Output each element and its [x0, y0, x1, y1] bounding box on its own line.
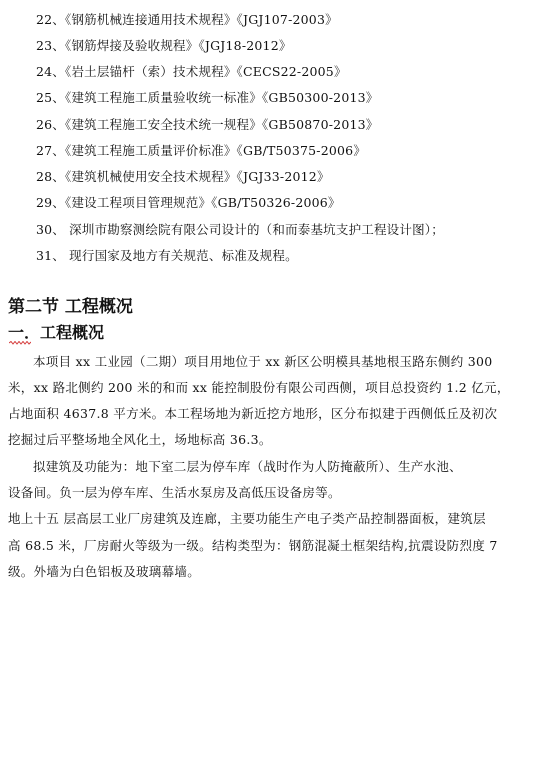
paragraph-line: 挖掘过后平整场地全风化土，场地标高 36.3。 [8, 432, 272, 447]
paragraph-line: 米，xx 路北侧约 200 米的和而 xx 能控制股份有限公司西侧，项目总投资约 1.2 亿元， [8, 380, 510, 395]
paragraph-line: 地上十五 层高层工业厂房建筑及连廊，主要功能生产电子类产品控制器面板，建筑层 [8, 511, 486, 526]
spellcheck-underline [9, 341, 31, 345]
paragraph-line: 级。外墙为白色铝板及玻璃幕墙。 [8, 564, 201, 579]
reference-item: 29、《建设工程项目管理规范》《GB/T50326-2006》 [36, 195, 341, 210]
reference-item: 30、 深圳市勘察测绘院有限公司设计的（和而泰基坑支护工程设计图）； [36, 222, 444, 237]
reference-item: 27、《建筑工程施工质量评价标准》《GB/T50375-2006》 [36, 143, 367, 158]
paragraph-line: 占地面积 4637.8 平方米。本工程场地为新近挖方地形，区分布拟建于西侧低丘及初次 [8, 406, 498, 421]
reference-item: 25、《建筑工程施工质量验收统一标准》《GB50300-2013》 [36, 90, 379, 105]
reference-item: 31、 现行国家及地方有关规范、标准及规程。 [36, 248, 298, 263]
paragraph-line: 高 68.5 米，厂房耐火等级为一级。结构类型为：钢筋混凝土框架结构,抗震设防烈度 7 [8, 538, 498, 553]
paragraph-line: 本项目 xx 工业园（二期）项目用地位于 xx 新区公明模具基地根玉路东侧约 300 [33, 354, 493, 369]
reference-item: 23、《钢筋焊接及验收规程》《JGJ18-2012》 [36, 38, 292, 53]
reference-item: 24、《岩土层锚杆（索）技术规程》《CECS22-2005》 [36, 64, 347, 79]
paragraph-line: 设备间。负一层为停车库、生活水泵房及高低压设备房等。 [8, 485, 341, 500]
reference-item: 22、《钢筋机械连接通用技术规程》《JGJ107-2003》 [36, 12, 338, 27]
paragraph-line: 拟建筑及功能为：地下室二层为停车库（战时作为人防掩蔽所）、生产水池、 [33, 459, 462, 474]
section-heading: 第二节 工程概况 [8, 297, 133, 317]
reference-item: 28、《建筑机械使用安全技术规程》《JGJ33-2012》 [36, 169, 330, 184]
reference-item: 26、《建筑工程施工安全技术统一规程》《GB50870-2013》 [36, 117, 379, 132]
subsection-heading: 一．工程概况 [8, 323, 105, 342]
